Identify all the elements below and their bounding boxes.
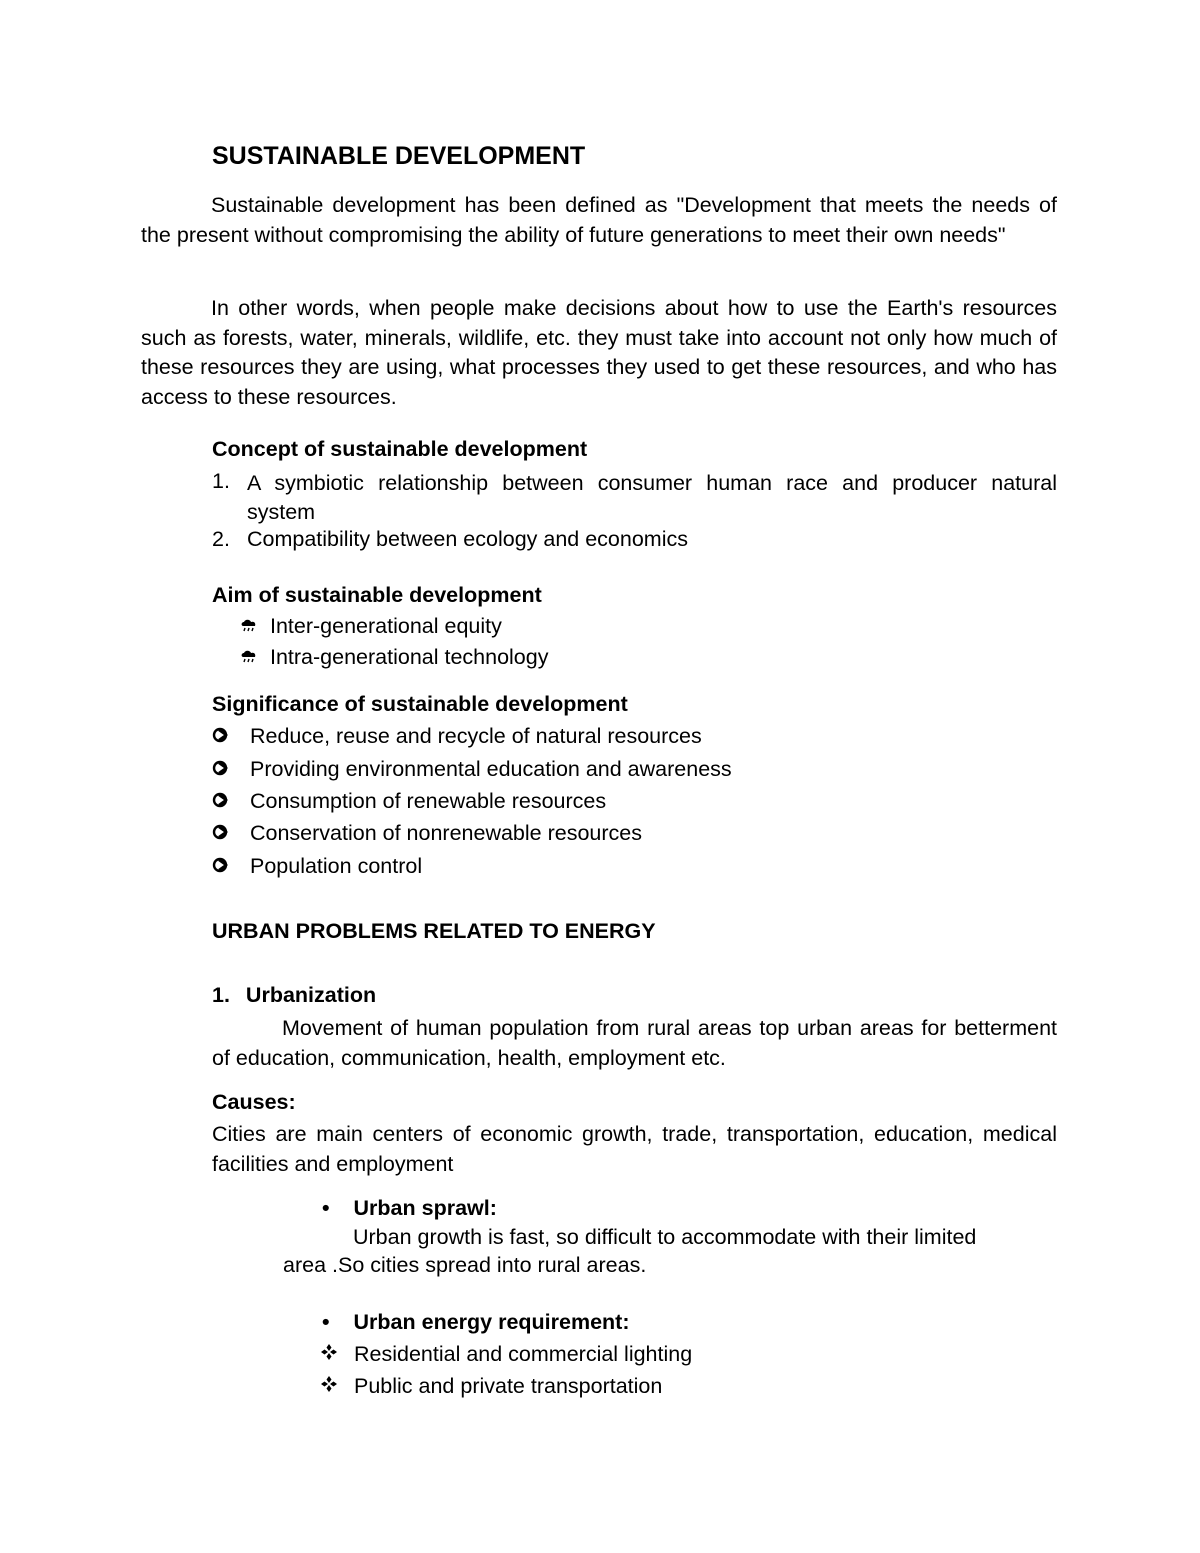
energy-item-text: Public and private transportation: [353, 1374, 663, 1398]
definition-text: Sustainable development has been defined as "Development that meets the needs of the present without compromising the ability of future generations to meet their own needs": [141, 193, 1057, 247]
arrow-right-icon: [212, 821, 232, 846]
energy-item-text: Residential and commercial lighting: [353, 1342, 693, 1366]
significance-item: [212, 854, 422, 879]
significance-item-text: Providing environmental education and awareness: [249, 757, 732, 781]
diamond-four-icon: [320, 1342, 338, 1367]
significance-item: [212, 789, 606, 814]
concept-heading: Concept of sustainable development: [212, 437, 588, 461]
energy-title: Urban energy requirement:: [353, 1310, 630, 1334]
significance-item-text: Consumption of renewable resources: [249, 789, 607, 813]
concept-item-text-cont: system: [247, 500, 316, 524]
concept-item-1: [212, 469, 1057, 527]
definition-paragraph: [141, 191, 1057, 250]
urban-heading: URBAN PROBLEMS RELATED TO ENERGY: [212, 919, 656, 943]
sprawl-heading: [322, 1196, 497, 1221]
bullet-dot-icon: •: [322, 1310, 330, 1334]
other-words-text: In other words, when people make decisions about how to use the Earth's resources such as forests, water, minerals, wildlife, etc. they must take into account not only how much of these resources they are using, what processes they used to get these resources, and who has access to these resources.: [141, 296, 1057, 409]
sprawl-title: Urban sprawl:: [353, 1196, 497, 1220]
cloud-rain-icon: [240, 645, 258, 670]
aim-item: [240, 614, 502, 639]
concept-item-text: Compatibility between ecology and economics: [247, 527, 688, 551]
urbanization-heading: [212, 983, 376, 1008]
arrow-right-icon: [212, 757, 232, 782]
causes-heading: Causes:: [212, 1090, 296, 1114]
list-number: 1.: [212, 983, 230, 1007]
page-title: SUSTAINABLE DEVELOPMENT: [212, 142, 586, 170]
arrow-right-icon: [212, 789, 232, 814]
significance-item: [212, 724, 702, 749]
significance-item-text: Population control: [249, 854, 423, 878]
other-words-paragraph: [141, 294, 1057, 412]
list-number: 1.: [212, 469, 230, 493]
concept-item-text: A symbiotic relationship between consumer human race and producer natural: [247, 471, 1057, 495]
urbanization-text: Movement of human population from rural areas top urban areas for betterment of education, communication, health, employment etc.: [212, 1016, 1057, 1070]
cloud-rain-icon: [240, 614, 258, 639]
sprawl-line-1: Urban growth is fast, so difficult to accommodate with their limited: [353, 1225, 977, 1249]
aim-item: [240, 645, 548, 670]
arrow-right-icon: [212, 854, 232, 879]
arrow-right-icon: [212, 724, 232, 749]
energy-item: [320, 1374, 662, 1399]
significance-item-text: Reduce, reuse and recycle of natural resources: [249, 724, 702, 748]
concept-item-2: [212, 527, 1057, 552]
sprawl-line-2: area .So cities spread into rural areas.: [283, 1253, 647, 1277]
significance-item: [212, 821, 642, 846]
list-number: 2.: [212, 527, 230, 551]
causes-text: Cities are main centers of economic growth, trade, transportation, education, medical facilities and employment: [212, 1122, 1057, 1176]
diamond-four-icon: [320, 1374, 338, 1399]
aim-item-text: Intra-generational technology: [269, 645, 549, 669]
energy-heading: [322, 1310, 630, 1335]
energy-item: [320, 1342, 692, 1367]
urbanization-paragraph: [212, 1014, 1057, 1073]
significance-item-text: Conservation of nonrenewable resources: [249, 821, 642, 845]
aim-heading: Aim of sustainable development: [212, 583, 542, 607]
significance-item: [212, 757, 732, 782]
bullet-dot-icon: •: [322, 1196, 330, 1220]
urbanization-title: Urbanization: [245, 983, 377, 1007]
aim-item-text: Inter-generational equity: [269, 614, 502, 638]
significance-heading: Significance of sustainable development: [212, 692, 628, 716]
